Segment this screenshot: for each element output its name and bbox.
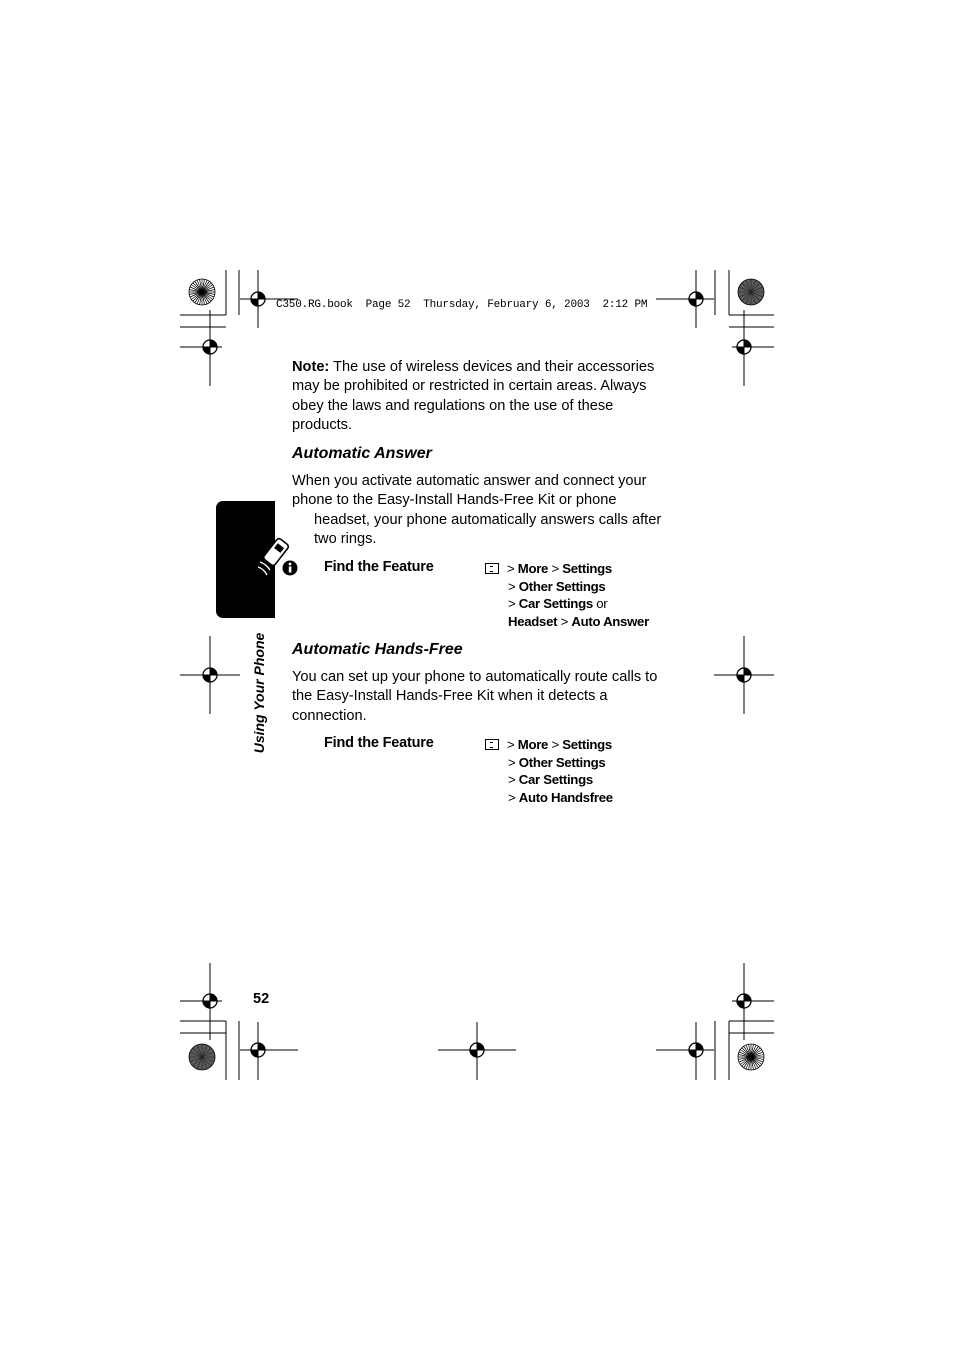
print-header: C350.RG.book Page 52 Thursday, February 6, 2003 2:12 PM	[276, 299, 648, 311]
section-heading-automatic-hands-free: Automatic Hands-Free	[292, 641, 463, 658]
note-paragraph	[292, 358, 662, 435]
feature-path-auto-handsfree: > More > Settings > Other Settings > Car Settings > Auto Handsfree	[485, 736, 685, 806]
automatic-answer-paragraph-continued: headset, your phone automatically answers calls after two rings.	[314, 512, 662, 548]
menu-key-icon	[485, 563, 499, 574]
note-text: The use of wireless devices and their accessories may be prohibited or restricted in certain areas. Always obey the laws and regulations on the use of these products.	[292, 359, 655, 433]
phone-info-icon	[256, 536, 302, 580]
find-the-feature-label: Find the Feature	[324, 559, 434, 575]
section-heading-automatic-answer: Automatic Answer	[292, 445, 432, 462]
feature-path-auto-answer: > More > Settings > Other Settings > Car Settings or Headset > Auto Answer	[485, 560, 685, 630]
automatic-hands-free-paragraph: You can set up your phone to automatically route calls to the Easy-Install Hands-Free Kit when it detects a connection.	[292, 669, 658, 724]
automatic-answer-paragraph: When you activate automatic answer and connect your phone to the Easy-Install Hands-Free Kit or phone	[292, 473, 647, 509]
note-label: Note:	[292, 359, 330, 375]
find-the-feature-label: Find the Feature	[324, 735, 434, 751]
page-number: 52	[253, 991, 270, 1007]
sidebar-title: Using Your Phone	[251, 632, 267, 754]
menu-key-icon	[485, 739, 499, 750]
